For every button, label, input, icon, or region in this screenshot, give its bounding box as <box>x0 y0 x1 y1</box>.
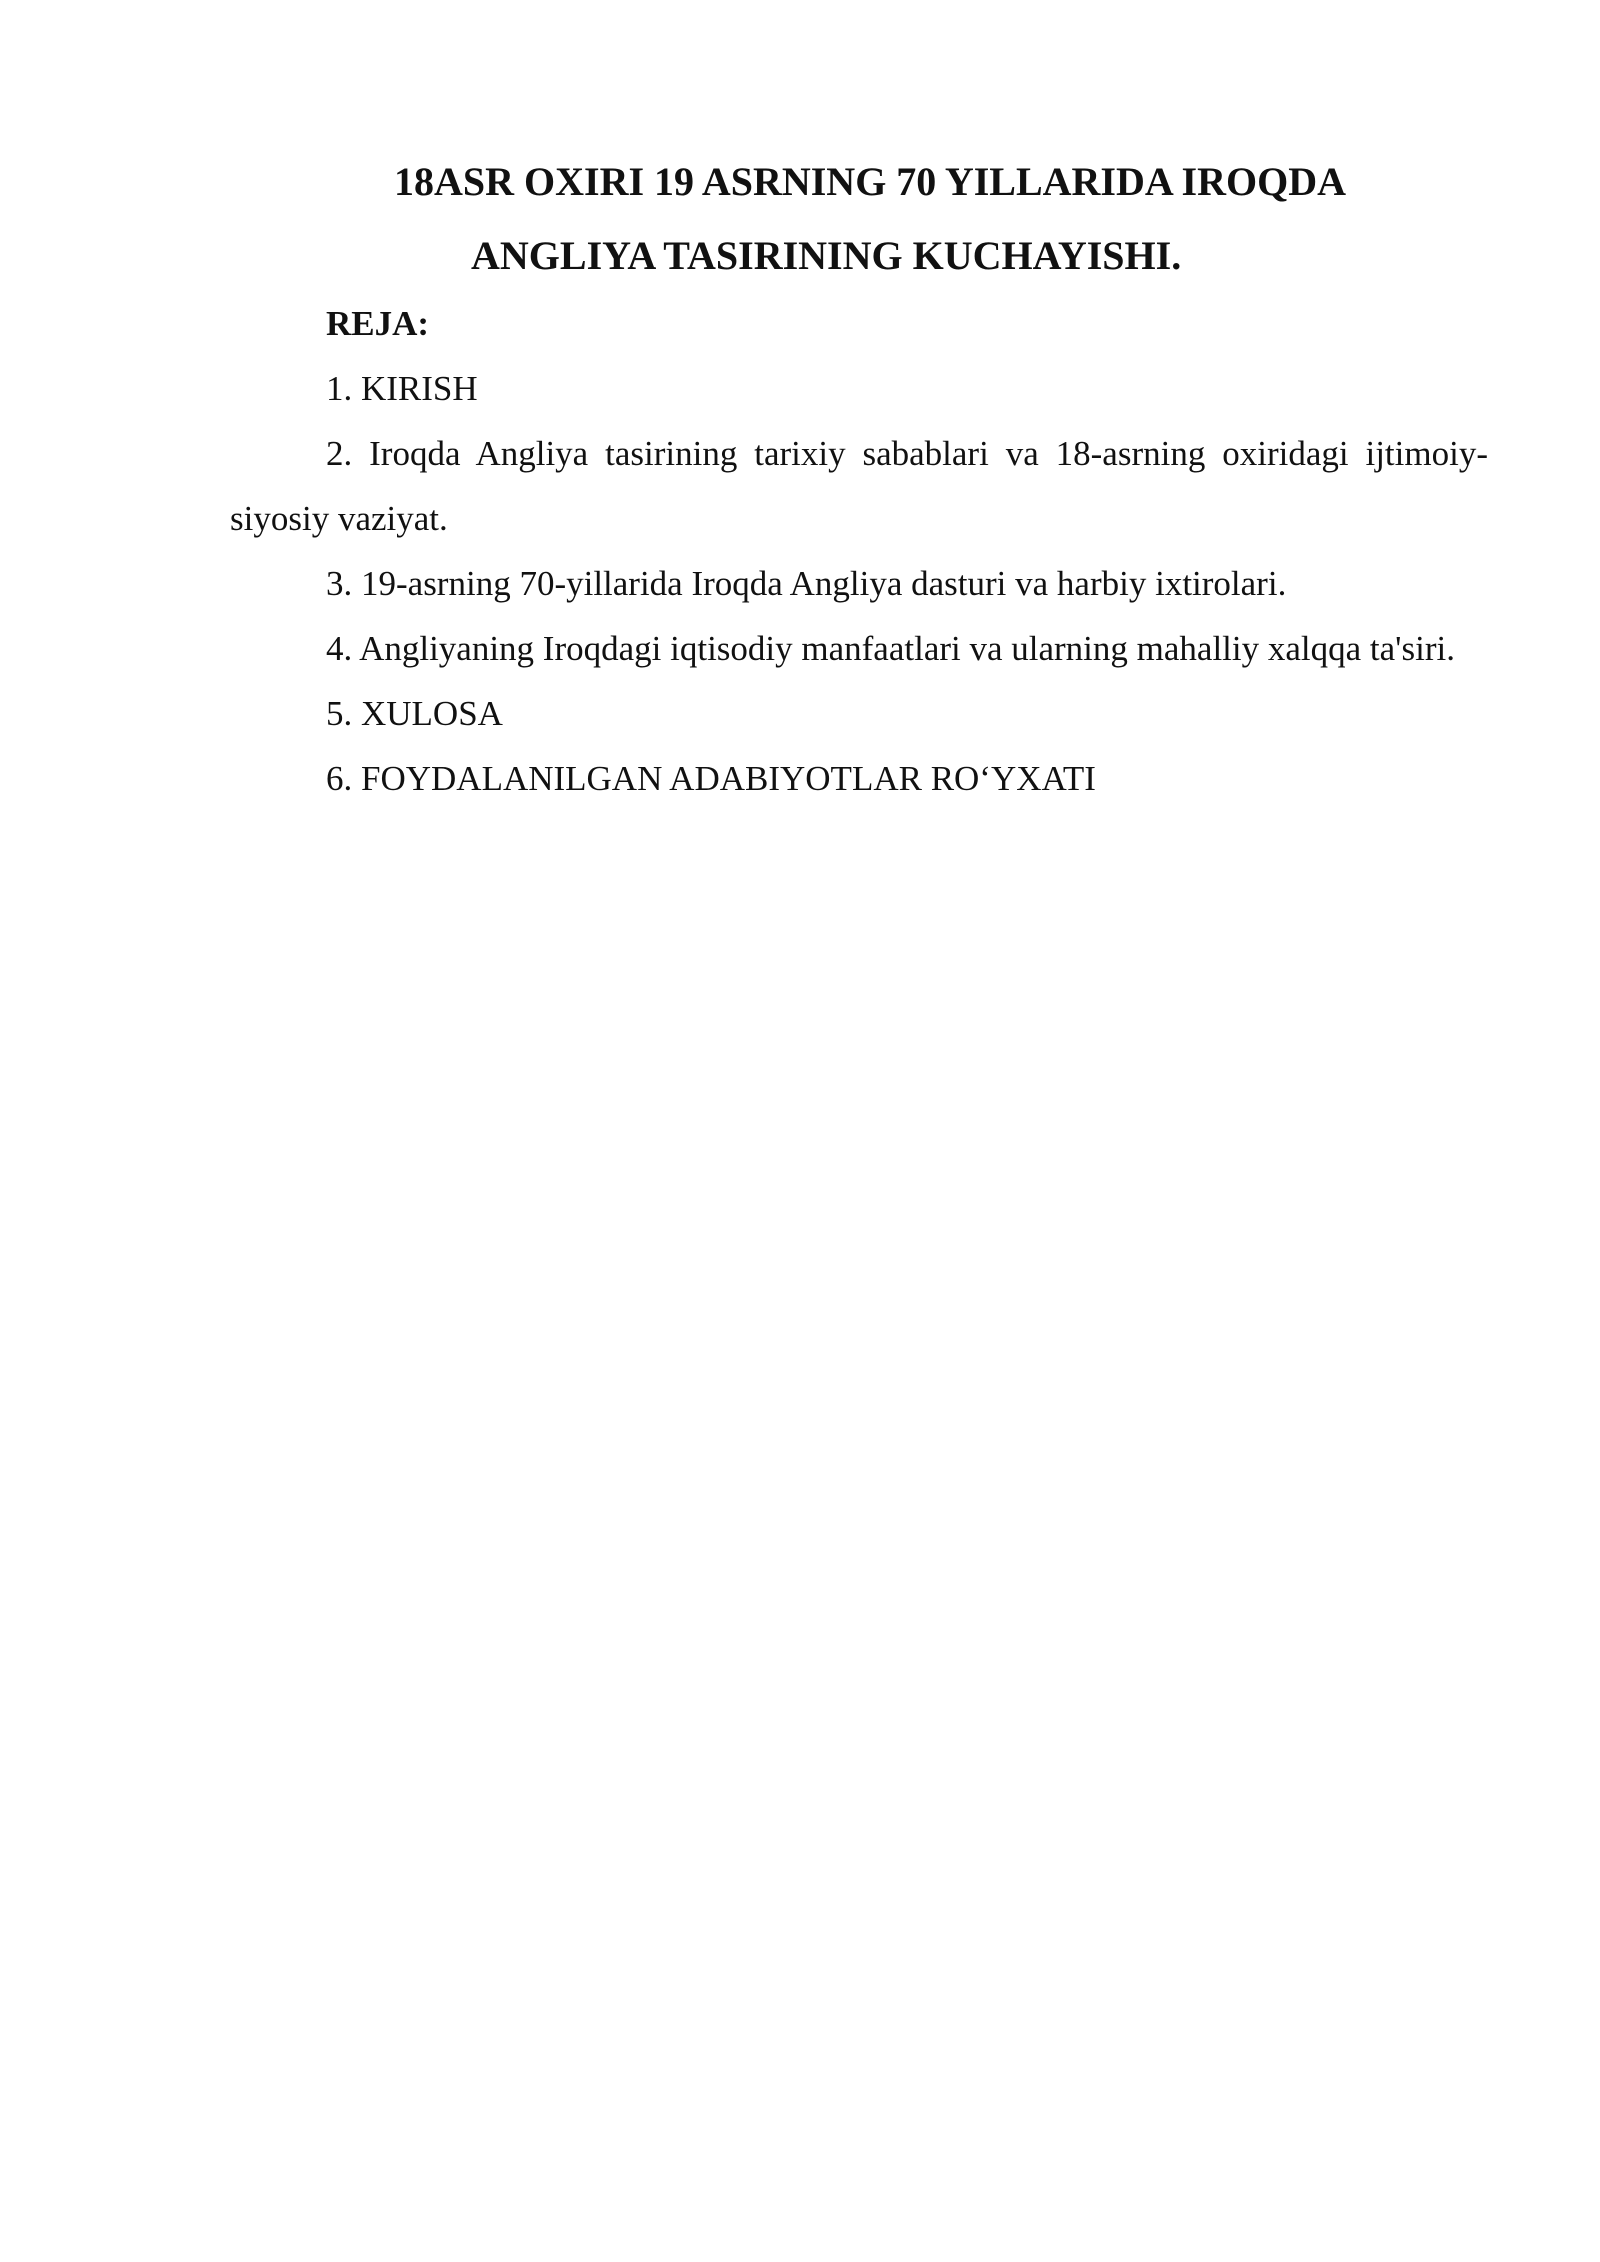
document-title-line-1: 18ASR OXIRI 19 ASRNING 70 YILLARIDA IROQDA <box>394 159 1346 204</box>
plan-heading: REJA: <box>326 304 430 343</box>
plan-item-2: 2. Iroqda Angliya tasirining tarixiy sabablari va 18-asrning oxiridagi ijtimoiy-siyosiy vaziyat. <box>230 434 1488 538</box>
document-title-line-2: ANGLIYA TASIRINING KUCHAYISHI. <box>471 233 1182 278</box>
document-body <box>230 145 1488 811</box>
plan-item-6: 6. FOYDALANILGAN ADABIYOTLAR RO‘YXATI <box>326 759 1096 798</box>
plan-item-5: 5. XULOSA <box>326 694 503 733</box>
plan-item-3: 3. 19-asrning 70-yillarida Iroqda Angliya dasturi va harbiy ixtirolari. <box>326 564 1287 603</box>
plan-item-1: 1. KIRISH <box>326 369 478 408</box>
plan-item-4: 4. Angliyaning Iroqdagi iqtisodiy manfaatlari va ularning mahalliy xalqqa ta'siri. <box>326 629 1455 668</box>
